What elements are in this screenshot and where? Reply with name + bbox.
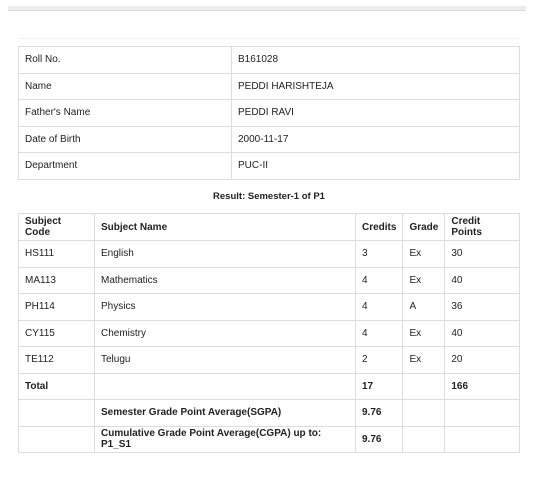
column-header-name: Subject Name	[95, 214, 356, 241]
table-row	[19, 320, 520, 347]
info-value: PEDDI HARISHTEJA	[232, 73, 520, 100]
subject-points: 20	[445, 347, 520, 374]
empty-cell	[445, 426, 520, 453]
subject-grade: A	[403, 294, 445, 321]
info-value: PUC-II	[232, 153, 520, 180]
info-label: Department	[19, 153, 232, 180]
cgpa-value: 9.76	[356, 426, 403, 453]
subject-credits: 4	[356, 267, 403, 294]
subject-name: Physics	[95, 294, 356, 321]
subject-name: Telugu	[95, 347, 356, 374]
sgpa-value: 9.76	[356, 400, 403, 427]
subject-name: Mathematics	[95, 267, 356, 294]
result-title: Result: Semester-1 of P1	[213, 191, 325, 202]
subject-code: CY115	[19, 320, 95, 347]
table-row	[19, 241, 520, 268]
table-row	[19, 267, 520, 294]
subject-grade: Ex	[403, 347, 445, 374]
subject-code: TE112	[19, 347, 95, 374]
info-label: Father's Name	[19, 100, 232, 127]
subject-points: 30	[445, 241, 520, 268]
column-header-credits: Credits	[356, 214, 403, 241]
empty-cell	[19, 400, 95, 427]
empty-cell	[445, 400, 520, 427]
column-header-grade: Grade	[403, 214, 445, 241]
top-divider	[8, 6, 526, 11]
subject-grade: Ex	[403, 241, 445, 268]
cgpa-row	[19, 426, 520, 453]
column-header-code: Subject Code	[19, 214, 95, 241]
subject-name: Chemistry	[95, 320, 356, 347]
empty-cell	[403, 426, 445, 453]
info-value: PEDDI RAVI	[232, 100, 520, 127]
sgpa-label: Semester Grade Point Average(SGPA)	[95, 400, 356, 427]
info-label: Roll No.	[19, 47, 232, 74]
subject-points: 40	[445, 267, 520, 294]
table-row	[19, 294, 520, 321]
subject-code: PH114	[19, 294, 95, 321]
info-value: 2000-11-17	[232, 126, 520, 153]
subject-credits: 4	[356, 320, 403, 347]
total-credits: 17	[356, 373, 403, 400]
info-row-roll	[19, 47, 520, 74]
subject-grade: Ex	[403, 320, 445, 347]
subject-credits: 2	[356, 347, 403, 374]
subject-points: 40	[445, 320, 520, 347]
info-row-father	[19, 100, 520, 127]
info-label: Name	[19, 73, 232, 100]
empty-cell	[95, 373, 356, 400]
sgpa-row	[19, 400, 520, 427]
subject-code: HS111	[19, 241, 95, 268]
total-label: Total	[19, 373, 95, 400]
info-label: Date of Birth	[19, 126, 232, 153]
subject-credits: 4	[356, 294, 403, 321]
subject-points: 36	[445, 294, 520, 321]
subject-credits: 3	[356, 241, 403, 268]
subject-code: MA113	[19, 267, 95, 294]
section-divider	[18, 38, 520, 39]
subject-name: English	[95, 241, 356, 268]
column-header-points: Credit Points	[445, 214, 520, 241]
results-table	[18, 213, 520, 453]
info-row-department	[19, 153, 520, 180]
total-row	[19, 373, 520, 400]
cgpa-label: Cumulative Grade Point Average(CGPA) up to: P1_S1	[95, 426, 356, 453]
table-row	[19, 347, 520, 374]
empty-cell	[403, 373, 445, 400]
results-header-row	[19, 214, 520, 241]
info-value: B161028	[232, 47, 520, 74]
subject-grade: Ex	[403, 267, 445, 294]
empty-cell	[19, 426, 95, 453]
total-points: 166	[445, 373, 520, 400]
student-info-table	[18, 46, 520, 180]
info-row-dob	[19, 126, 520, 153]
info-row-name	[19, 73, 520, 100]
empty-cell	[403, 400, 445, 427]
